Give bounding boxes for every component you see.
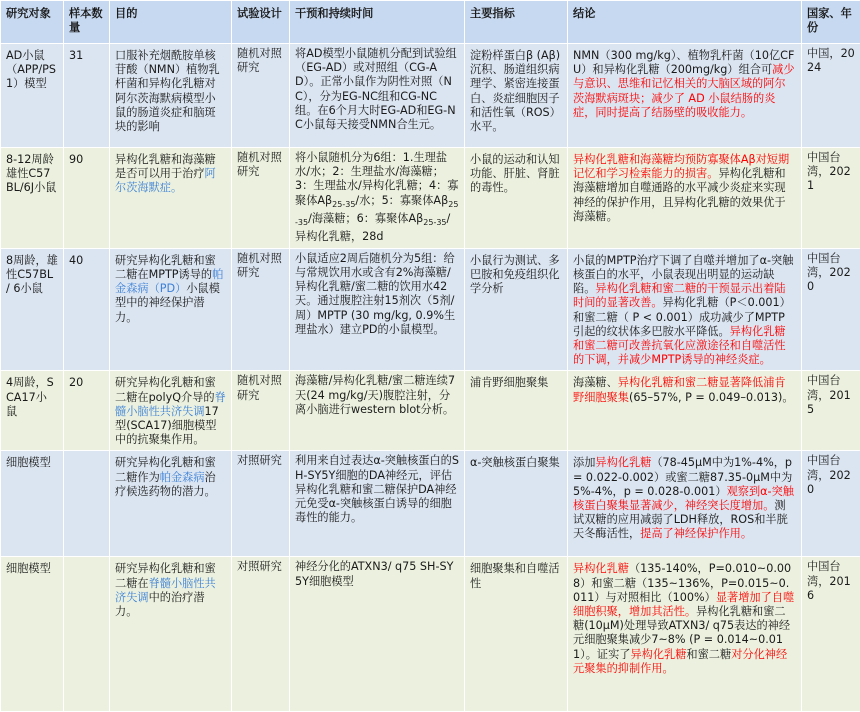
cell-sample: 20 bbox=[64, 371, 110, 451]
cell-conclusion bbox=[568, 148, 802, 249]
cell-design: 随机对照研究 bbox=[232, 248, 290, 371]
text-segment: 异构化乳糖和海藻糖增加自噬通路的水平减少炎症来实现神经的保护作用，且异构化乳糖的效果优于海藻糖。 bbox=[573, 167, 786, 223]
cell-sample bbox=[64, 557, 110, 712]
cell-purpose bbox=[110, 451, 232, 557]
cell-subject: 细胞模型 bbox=[1, 451, 64, 557]
header-conclusion: 结论 bbox=[568, 1, 802, 44]
text-segment: NMN（300 mg/kg）、植物乳杆菌（10亿CFU）和异构化乳糖（200mg/kg）组合可 bbox=[573, 49, 794, 76]
highlight-text: 减少与意识、思维和记忆相关的大脑区域的阿尔茨海默病斑块；减少了 AD 小鼠结肠的炎症，同时提高了结肠壁的吸收能力。 bbox=[573, 63, 795, 119]
highlight-text: 异构化乳糖 bbox=[573, 562, 629, 575]
disease-term: 帕金森病（PD） bbox=[115, 268, 223, 295]
cell-country: 中国台湾，2016 bbox=[802, 557, 860, 712]
highlight-text: 异构化乳糖和海藻糖均预防寡聚体Aβ对短期记忆和学习检索能力的损害。 bbox=[573, 153, 789, 180]
header-subject: 研究对象 bbox=[1, 1, 64, 44]
cell-indicators: α-突触核蛋白聚集 bbox=[465, 451, 568, 557]
disease-term: 帕金森病 bbox=[160, 471, 205, 484]
subscript-text: 25-35 bbox=[295, 200, 458, 227]
cell-subject: 8周龄，雄性C57BL / 6小鼠 bbox=[1, 248, 64, 371]
text-segment: 测试双糖的应用减弱了LDH释放，ROS和半胱天冬酶活性， bbox=[573, 499, 788, 540]
cell-intervention bbox=[290, 451, 465, 557]
cell-intervention bbox=[290, 557, 465, 712]
cell-indicators: 小鼠的运动和认知功能、肝脏、肾脏的毒性。 bbox=[465, 148, 568, 249]
cell-design: 对照研究 bbox=[232, 557, 290, 712]
text-segment: 海藻糖/异构化乳糖/蜜二糖连续7天(24 mg/kg/天)腹腔注射，分离小脑进行western blot分析。 bbox=[295, 374, 455, 415]
header-indicators: 主要指标 bbox=[465, 1, 568, 44]
cell-purpose bbox=[110, 248, 232, 371]
cell-design: 随机对照研究 bbox=[232, 371, 290, 451]
text-segment: 小鼠适应2周后随机分为5组：给与常规饮用水或含有2%海藻糖/异构化乳糖/蜜二糖的饮用水42天。通过腹腔注射15剂次（5剂/周）MPTP (30 mg/kg, 0.9%生理盐水）建立PD的小鼠模型。 bbox=[295, 252, 455, 336]
cell-country: 中国，2024 bbox=[802, 44, 860, 148]
header-design: 试验设计 bbox=[232, 1, 290, 44]
cell-sample: 31 bbox=[64, 44, 110, 148]
highlight-text: 异构化乳糖和蜜二糖显著降低浦肯野细胞聚集 bbox=[573, 376, 786, 403]
table-row bbox=[1, 451, 860, 557]
text-segment: 海藻糖、 bbox=[573, 376, 618, 389]
header-purpose: 目的 bbox=[110, 1, 232, 44]
text-segment: 和蜜二糖 bbox=[686, 648, 731, 661]
cell-country: 中国台湾，2020 bbox=[802, 248, 860, 371]
header-sample: 样本数量 bbox=[64, 1, 110, 44]
cell-intervention bbox=[290, 371, 465, 451]
cell-purpose bbox=[110, 44, 232, 148]
cell-conclusion bbox=[568, 557, 802, 712]
cell-indicators: 细胞聚集和自噬活性 bbox=[465, 557, 568, 712]
cell-indicators: 淀粉样蛋白β (Aβ) 沉积、肠道组织病理学、紧密连接蛋白、炎症细胞因子和活性氧（ROS）水平。 bbox=[465, 44, 568, 148]
table-row bbox=[1, 44, 860, 148]
table-body bbox=[1, 44, 860, 712]
cell-subject: AD小鼠（APP/PS1）模型 bbox=[1, 44, 64, 148]
highlight-text: 对分化神经元聚集的抑制作用。 bbox=[573, 648, 787, 675]
cell-subject: 4周龄，SCA17小鼠 bbox=[1, 371, 64, 451]
subscript-text: 25-35 bbox=[423, 218, 446, 227]
text-segment: /水；5：寡聚体Aβ bbox=[355, 194, 448, 207]
table-row bbox=[1, 557, 860, 712]
highlight-text: 异构化乳糖和蜜二糖的干预显示出着陆时间的显著改善。 bbox=[573, 282, 786, 309]
table-row bbox=[1, 248, 860, 371]
text-segment: （135-140%，P=0.010~0.008）和蜜二糖（135~136%，P=0.015~0.011）与对照相比（100%） bbox=[573, 562, 791, 603]
text-segment: 利用来自过表达α-突触核蛋白的SH-SY5Y细胞的DA神经元，评估异构化乳糖和蜜二糖保护DA神经元免受α-突触核蛋白诱导的细胞毒性的能力。 bbox=[295, 454, 459, 524]
cell-indicators: 浦肯野细胞聚集 bbox=[465, 371, 568, 451]
text-segment: （78-45μM中为1%-4%，p = 0.022-0.002）或蜜二糖87.35-0μM中为5%-4%，p = 0.028-0.001） bbox=[573, 456, 792, 497]
table-row bbox=[1, 371, 860, 451]
highlight-text: 异构化乳糖 bbox=[595, 456, 651, 469]
text-segment: 治疗候选药物的潜力。 bbox=[115, 471, 216, 498]
cell-conclusion bbox=[568, 371, 802, 451]
text-segment: 研究异构化乳糖和蜜二糖在polyQ介导的 bbox=[115, 376, 216, 403]
disease-term: 阿尔茨海默症。 bbox=[115, 167, 216, 194]
disease-term: 脊髓小脑性共济失调 bbox=[115, 391, 226, 418]
cell-subject: 8-12周龄雄性C57BL/6J小鼠 bbox=[1, 148, 64, 249]
text-segment: 研究异构化乳糖和蜜二糖在 bbox=[115, 562, 216, 589]
cell-subject: 细胞模型 bbox=[1, 557, 64, 712]
disease-term: 脊髓小脑性共济失调 bbox=[115, 577, 216, 604]
text-segment: 添加 bbox=[573, 456, 595, 469]
cell-intervention bbox=[290, 148, 465, 249]
highlight-text: 显著增加了自噬细胞积聚，增加其活性。 bbox=[573, 591, 794, 618]
cell-indicators: 小鼠行为测试、多巴胺和免疫组织化学分析 bbox=[465, 248, 568, 371]
cell-sample bbox=[64, 451, 110, 557]
cell-design: 随机对照研究 bbox=[232, 148, 290, 249]
highlight-text: 异构化乳糖和蜜二糖可改善抗氧化应激途径和自噬活性的下调，并减少MPTP诱导的神经炎症。 bbox=[573, 325, 786, 366]
text-segment: 口服补充烟酰胺单核苷酸（NMN）植物乳杆菌和异构化乳糖对阿尔茨海默病模型小鼠的肠道炎症和脑斑块的影响 bbox=[115, 49, 220, 133]
text-segment: 小鼠的MPTP治疗下调了自噬并增加了α-突触核蛋白的水平，小鼠表现出明显的运动缺陷。 bbox=[573, 254, 793, 295]
highlight-text: 提高了神经保护作用。 bbox=[640, 527, 752, 540]
subscript-text: 25-35 bbox=[332, 200, 355, 209]
text-segment: 小鼠模型中的神经保护潜力。 bbox=[115, 282, 220, 323]
cell-design: 对照研究 bbox=[232, 451, 290, 557]
text-segment: /海藻糖；6：寡聚体Aβ bbox=[308, 212, 423, 225]
cell-country: 中国台湾，2015 bbox=[802, 371, 860, 451]
cell-conclusion bbox=[568, 451, 802, 557]
text-segment: 异构化乳糖和海藻糖是否可以用于治疗 bbox=[115, 153, 216, 180]
table-row bbox=[1, 148, 860, 249]
text-segment: 神经分化的ATXN3/ q75 SH-SY5Y细胞模型 bbox=[295, 560, 453, 587]
cell-country: 中国台湾，2021 bbox=[802, 148, 860, 249]
highlight-text: 观察到α-突触核蛋白聚集显著减少，神经突长度增加。 bbox=[573, 485, 794, 512]
header-country: 国家、年份 bbox=[802, 1, 860, 44]
text-segment: 中的治疗潜力。 bbox=[115, 591, 205, 618]
text-segment: 研究异构化乳糖和蜜二糖作为 bbox=[115, 456, 216, 483]
cell-intervention bbox=[290, 248, 465, 371]
cell-conclusion bbox=[568, 248, 802, 371]
cell-purpose bbox=[110, 557, 232, 712]
cell-design: 随机对照研究 bbox=[232, 44, 290, 148]
cell-intervention bbox=[290, 44, 465, 148]
cell-sample: 90 bbox=[64, 148, 110, 249]
header-intervention: 干预和持续时间 bbox=[290, 1, 465, 44]
text-segment: 将小鼠随机分为6组：1.生理盐水/水；2：生理盐水/海藻糖；3：生理盐水/异构化乳糖；4：寡聚体Aβ bbox=[295, 151, 458, 207]
text-segment: 17型(SCA17)细胞模型中的抗聚集作用。 bbox=[115, 405, 219, 446]
text-segment: (65–57%, P = 0.049–0.013)。 bbox=[629, 391, 794, 404]
cell-country: 中国台湾，2020 bbox=[802, 451, 860, 557]
text-segment: 研究异构化乳糖和蜜二糖在MPTP诱导的 bbox=[115, 254, 216, 281]
cell-conclusion bbox=[568, 44, 802, 148]
text-segment: 将AD模型小鼠随机分配到试验组（EG-AD）或对照组（CG-AD）。正常小鼠作为阴性对照（NC），分为EG-NC组和CG-NC组。在6个月大时EG-AD和EG-NC小鼠每天接受NMN合生元。 bbox=[295, 47, 457, 131]
highlight-text: 异构化乳糖 bbox=[630, 648, 686, 661]
cell-purpose bbox=[110, 148, 232, 249]
text-segment: 异构化乳糖（P＜0.001）和蜜二糖（ P < 0.001）成功减少了MPTP引起的纹状体多巴胺水平降低。 bbox=[573, 296, 791, 337]
cell-purpose bbox=[110, 371, 232, 451]
text-segment: 异构化乳糖和蜜二糖(10μM)处理导致ATXN3/ q75表达的神经元细胞聚集减少7~8% (P = 0.014~0.011）。证实了 bbox=[573, 605, 790, 661]
cell-sample: 40 bbox=[64, 248, 110, 371]
text-segment: /异构化乳糖，28d bbox=[295, 212, 450, 243]
